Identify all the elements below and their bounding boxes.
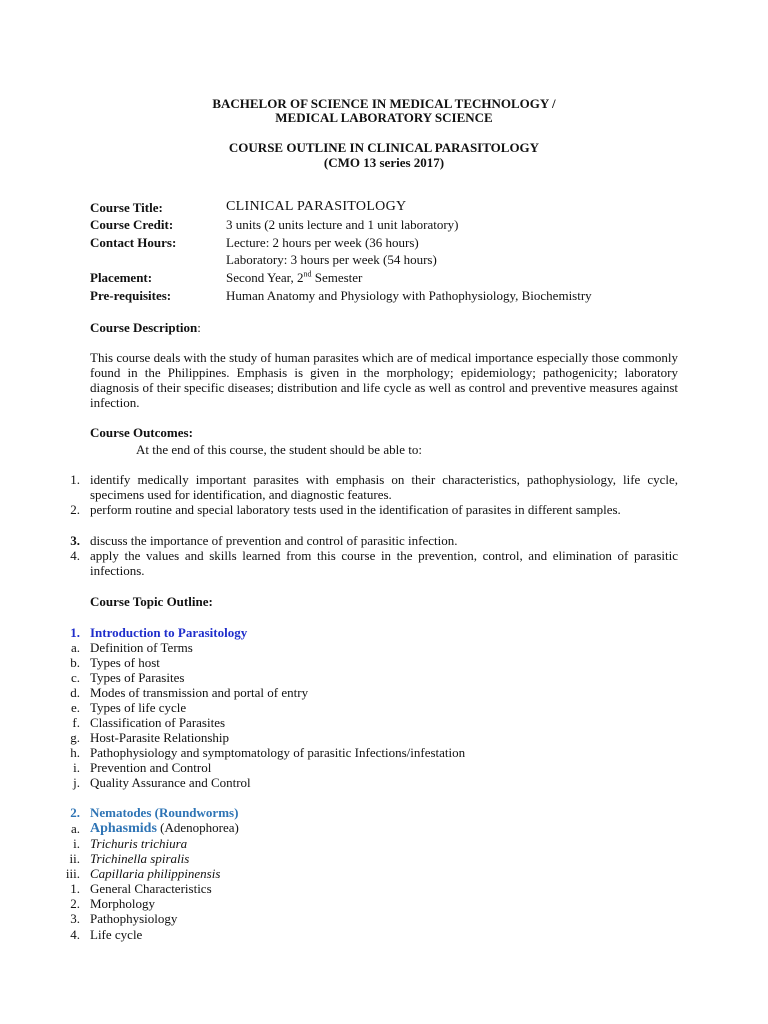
placement-value: Second Year, 2nd Semester xyxy=(226,269,363,285)
detail-item: General Characteristics xyxy=(90,881,212,896)
item-letter: j. xyxy=(73,775,80,790)
species-item: Trichuris trichiura xyxy=(90,836,188,851)
species-item: Capillaria philippinensis xyxy=(90,866,221,881)
detail-item: Pathophysiology xyxy=(90,911,178,926)
topic-item: Pathophysiology and symptomatology of parasitic Infections/infestation xyxy=(90,745,466,760)
course-title-value: CLINICAL PARASITOLOGY xyxy=(226,199,407,214)
outcome-item: discuss the importance of prevention and control of parasitic infection. xyxy=(90,533,458,548)
topic-outline-heading: Course Topic Outline: xyxy=(90,594,213,609)
course-credit-label: Course Credit: xyxy=(90,217,174,232)
contact-hours-label: Contact Hours: xyxy=(90,235,177,250)
subsection-aphasmids: Aphasmids (Adenophorea) xyxy=(90,820,239,836)
section-title-nematodes: Nematodes (Roundworms) xyxy=(90,805,239,820)
topic-item: Types of life cycle xyxy=(90,700,187,715)
topic-item: Modes of transmission and portal of entry xyxy=(90,685,309,700)
detail-number: 1. xyxy=(70,881,80,896)
detail-item: Morphology xyxy=(90,896,155,911)
item-letter: b. xyxy=(70,655,80,670)
course-outline-title: COURSE OUTLINE IN CLINICAL PARASITOLOGY xyxy=(228,140,540,155)
item-letter: i. xyxy=(73,760,80,775)
detail-number: 4. xyxy=(70,927,80,942)
program-title-line2: MEDICAL LABORATORY SCIENCE xyxy=(275,110,493,125)
detail-number: 3. xyxy=(70,911,80,926)
section-number: 1. xyxy=(70,625,80,640)
species-number: iii. xyxy=(65,866,80,881)
species-item: Trichinella spiralis xyxy=(90,851,190,866)
item-letter: a. xyxy=(70,640,80,655)
outcomes-intro: At the end of this course, the student should be able to: xyxy=(136,442,422,457)
species-number: ii. xyxy=(69,851,80,866)
topic-item: Types of host xyxy=(90,655,160,670)
detail-number: 2. xyxy=(70,896,80,911)
outcome-number: 1. xyxy=(70,472,80,487)
outcomes-heading: Course Outcomes: xyxy=(90,425,193,440)
outcome-item: apply the values and skills learned from this course in the prevention, control, and elimination of parasitic infections. xyxy=(90,548,678,578)
course-title-label: Course Title: xyxy=(90,200,163,215)
detail-item: Life cycle xyxy=(90,927,143,942)
section-number: 2. xyxy=(70,805,80,820)
contact-hours-lecture: Lecture: 2 hours per week (36 hours) xyxy=(226,235,419,250)
outcome-number: 2. xyxy=(70,502,80,517)
outcome-item: perform routine and special laboratory tests used in the identification of parasites in different samples. xyxy=(90,502,621,517)
item-letter: d. xyxy=(70,685,80,700)
topic-item: Quality Assurance and Control xyxy=(90,775,251,790)
topic-item: Types of Parasites xyxy=(90,670,185,685)
section-title-introduction: Introduction to Parasitology xyxy=(90,625,248,640)
prerequisites-label: Pre-requisites: xyxy=(90,288,172,303)
contact-hours-laboratory: Laboratory: 3 hours per week (54 hours) xyxy=(226,252,437,267)
item-letter: f. xyxy=(72,715,80,730)
topic-item: Classification of Parasites xyxy=(90,715,226,730)
item-letter: c. xyxy=(70,670,80,685)
item-letter: h. xyxy=(70,745,80,760)
outcome-item: identify medically important parasites with emphasis on their characteristics, pathophysiology, life cycle, specimens used for identification, and diagnostic features. xyxy=(90,472,678,502)
item-letter: a. xyxy=(70,821,80,836)
prerequisites-value: Human Anatomy and Physiology with Pathophysiology, Biochemistry xyxy=(226,288,592,303)
topic-item: Definition of Terms xyxy=(90,640,193,655)
cmo-reference: (CMO 13 series 2017) xyxy=(323,155,445,170)
course-credit-value: 3 units (2 units lecture and 1 unit laboratory) xyxy=(226,217,459,232)
item-letter: e. xyxy=(70,700,80,715)
program-title-line1: BACHELOR OF SCIENCE IN MEDICAL TECHNOLOGY / xyxy=(212,96,556,111)
outcome-number: 3. xyxy=(70,533,80,548)
description-text: This course deals with the study of human parasites which are of medical importance especially those commonly found in the Philippines. Emphasis is given in the morphology; epidemiology; pathogenicity; laboratory diagnosis of their specific diseases; distribution and life cycle as well as control and preventive measures against infection. xyxy=(90,350,678,410)
outcome-number: 4. xyxy=(70,548,80,563)
placement-label: Placement: xyxy=(90,270,153,285)
item-letter: g. xyxy=(70,730,80,745)
species-number: i. xyxy=(73,836,80,851)
description-heading: Course Description: xyxy=(90,320,201,335)
topic-item: Prevention and Control xyxy=(90,760,212,775)
topic-item: Host-Parasite Relationship xyxy=(90,730,230,745)
